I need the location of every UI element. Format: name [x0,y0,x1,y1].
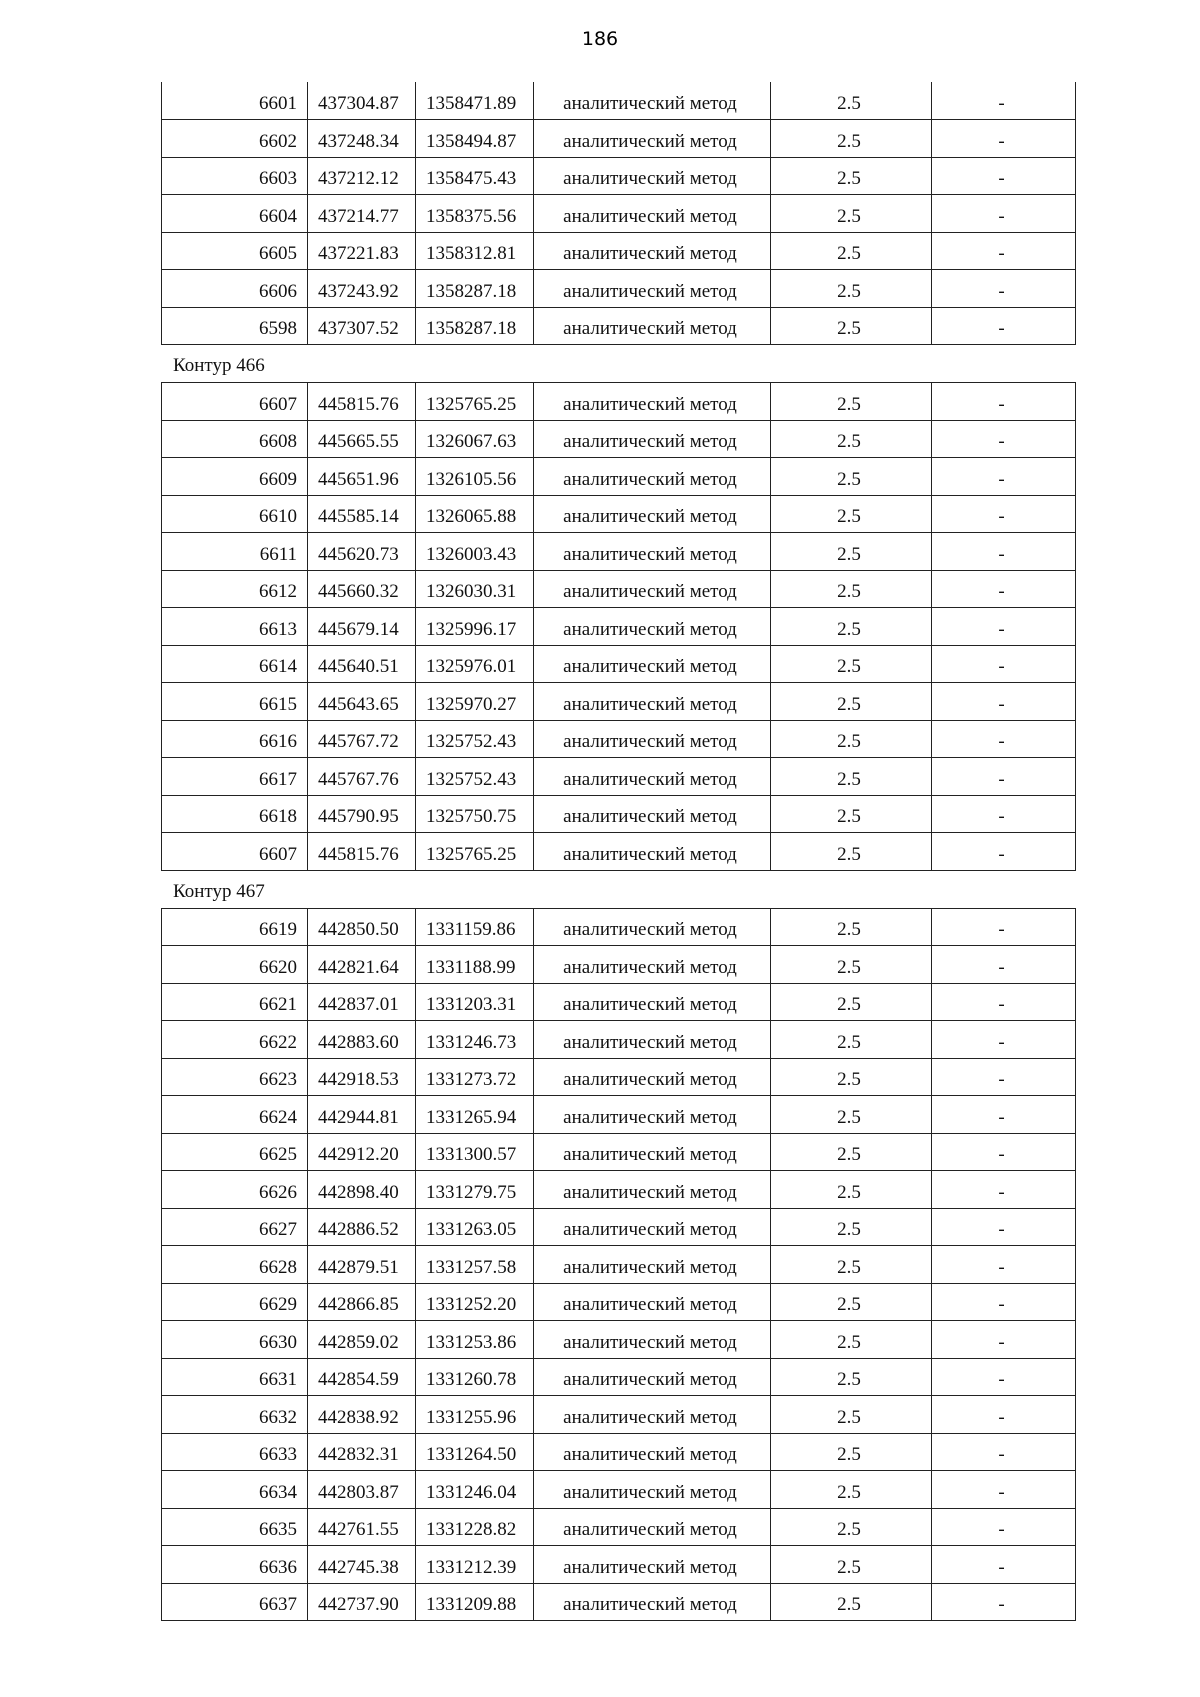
note-cell: - [932,1096,1076,1134]
accuracy-cell: 2.5 [771,758,932,796]
method-cell: аналитический метод [534,1246,771,1284]
x-coordinate-cell: 442866.85 [308,1283,416,1321]
y-coordinate-cell: 1331252.20 [416,1283,534,1321]
x-coordinate-cell: 437248.34 [308,120,416,158]
x-coordinate-cell: 445767.72 [308,720,416,758]
note-cell: - [932,645,1076,683]
method-cell: аналитический метод [534,383,771,421]
method-cell: аналитический метод [534,157,771,195]
table-row [162,82,1076,120]
point-number-cell: 6601 [162,82,308,120]
coordinates-table [161,908,1076,1622]
point-number-cell: 6633 [162,1433,308,1471]
x-coordinate-cell: 445651.96 [308,458,416,496]
method-cell: аналитический метод [534,82,771,120]
table-row [162,1133,1076,1171]
y-coordinate-cell: 1331209.88 [416,1583,534,1621]
note-cell: - [932,1283,1076,1321]
accuracy-cell: 2.5 [771,307,932,345]
y-coordinate-cell: 1331265.94 [416,1096,534,1134]
point-number-cell: 6637 [162,1583,308,1621]
y-coordinate-cell: 1325996.17 [416,608,534,646]
note-cell: - [932,270,1076,308]
note-cell: - [932,458,1076,496]
table-row [162,833,1076,871]
method-cell: аналитический метод [534,1021,771,1059]
note-cell: - [932,570,1076,608]
point-number-cell: 6616 [162,720,308,758]
accuracy-cell: 2.5 [771,908,932,946]
note-cell: - [932,946,1076,984]
y-coordinate-cell: 1358287.18 [416,307,534,345]
y-coordinate-cell: 1325750.75 [416,795,534,833]
coordinates-table [161,82,1076,345]
method-cell: аналитический метод [534,1058,771,1096]
point-number-cell: 6634 [162,1471,308,1509]
point-number-cell: 6607 [162,383,308,421]
accuracy-cell: 2.5 [771,383,932,421]
accuracy-cell: 2.5 [771,195,932,233]
x-coordinate-cell: 442832.31 [308,1433,416,1471]
x-coordinate-cell: 442745.38 [308,1546,416,1584]
accuracy-cell: 2.5 [771,683,932,721]
method-cell: аналитический метод [534,458,771,496]
y-coordinate-cell: 1331257.58 [416,1246,534,1284]
point-number-cell: 6602 [162,120,308,158]
note-cell: - [932,1433,1076,1471]
table-row [162,1546,1076,1584]
y-coordinate-cell: 1325765.25 [416,833,534,871]
accuracy-cell: 2.5 [771,1246,932,1284]
point-number-cell: 6620 [162,946,308,984]
table-row [162,1021,1076,1059]
note-cell: - [932,157,1076,195]
note-cell: - [932,833,1076,871]
y-coordinate-cell: 1331264.50 [416,1433,534,1471]
y-coordinate-cell: 1331246.04 [416,1471,534,1509]
method-cell: аналитический метод [534,570,771,608]
note-cell: - [932,232,1076,270]
point-number-cell: 6608 [162,420,308,458]
method-cell: аналитический метод [534,720,771,758]
accuracy-cell: 2.5 [771,983,932,1021]
method-cell: аналитический метод [534,1508,771,1546]
y-coordinate-cell: 1331212.39 [416,1546,534,1584]
point-number-cell: 6607 [162,833,308,871]
table-row [162,683,1076,721]
y-coordinate-cell: 1331300.57 [416,1133,534,1171]
accuracy-cell: 2.5 [771,1133,932,1171]
method-cell: аналитический метод [534,1546,771,1584]
x-coordinate-cell: 442886.52 [308,1208,416,1246]
page-number: 186 [581,28,619,50]
accuracy-cell: 2.5 [771,1546,932,1584]
table-row [162,1208,1076,1246]
y-coordinate-cell: 1331263.05 [416,1208,534,1246]
point-number-cell: 6605 [162,232,308,270]
coordinates-table [161,382,1076,871]
y-coordinate-cell: 1331228.82 [416,1508,534,1546]
point-number-cell: 6622 [162,1021,308,1059]
x-coordinate-cell: 445815.76 [308,833,416,871]
point-number-cell: 6613 [162,608,308,646]
y-coordinate-cell: 1325976.01 [416,645,534,683]
note-cell: - [932,795,1076,833]
point-number-cell: 6603 [162,157,308,195]
x-coordinate-cell: 442838.92 [308,1396,416,1434]
note-cell: - [932,1396,1076,1434]
y-coordinate-cell: 1325970.27 [416,683,534,721]
note-cell: - [932,758,1076,796]
point-number-cell: 6618 [162,795,308,833]
accuracy-cell: 2.5 [771,1096,932,1134]
point-number-cell: 6617 [162,758,308,796]
accuracy-cell: 2.5 [771,1508,932,1546]
method-cell: аналитический метод [534,270,771,308]
method-cell: аналитический метод [534,1471,771,1509]
method-cell: аналитический метод [534,1283,771,1321]
note-cell: - [932,1583,1076,1621]
table-row [162,645,1076,683]
x-coordinate-cell: 445665.55 [308,420,416,458]
method-cell: аналитический метод [534,195,771,233]
note-cell: - [932,420,1076,458]
accuracy-cell: 2.5 [771,1396,932,1434]
method-cell: аналитический метод [534,983,771,1021]
y-coordinate-cell: 1331188.99 [416,946,534,984]
note-cell: - [932,908,1076,946]
y-coordinate-cell: 1358494.87 [416,120,534,158]
method-cell: аналитический метод [534,608,771,646]
accuracy-cell: 2.5 [771,270,932,308]
note-cell: - [932,1508,1076,1546]
x-coordinate-cell: 442821.64 [308,946,416,984]
x-coordinate-cell: 445790.95 [308,795,416,833]
method-cell: аналитический метод [534,795,771,833]
x-coordinate-cell: 442854.59 [308,1358,416,1396]
note-cell: - [932,1358,1076,1396]
accuracy-cell: 2.5 [771,1058,932,1096]
x-coordinate-cell: 442803.87 [308,1471,416,1509]
accuracy-cell: 2.5 [771,1321,932,1359]
method-cell: аналитический метод [534,645,771,683]
table-row [162,270,1076,308]
table-row [162,420,1076,458]
x-coordinate-cell: 442850.50 [308,908,416,946]
x-coordinate-cell: 442837.01 [308,983,416,1021]
y-coordinate-cell: 1326030.31 [416,570,534,608]
x-coordinate-cell: 445815.76 [308,383,416,421]
y-coordinate-cell: 1331246.73 [416,1021,534,1059]
x-coordinate-cell: 442918.53 [308,1058,416,1096]
table-row [162,1433,1076,1471]
note-cell: - [932,983,1076,1021]
x-coordinate-cell: 442944.81 [308,1096,416,1134]
table-row [162,533,1076,571]
x-coordinate-cell: 437307.52 [308,307,416,345]
method-cell: аналитический метод [534,683,771,721]
x-coordinate-cell: 445643.65 [308,683,416,721]
table-row [162,157,1076,195]
accuracy-cell: 2.5 [771,458,932,496]
x-coordinate-cell: 437221.83 [308,232,416,270]
table-row [162,307,1076,345]
table-row [162,1583,1076,1621]
note-cell: - [932,533,1076,571]
y-coordinate-cell: 1358475.43 [416,157,534,195]
accuracy-cell: 2.5 [771,1208,932,1246]
x-coordinate-cell: 442859.02 [308,1321,416,1359]
y-coordinate-cell: 1325752.43 [416,720,534,758]
accuracy-cell: 2.5 [771,1433,932,1471]
method-cell: аналитический метод [534,120,771,158]
point-number-cell: 6630 [162,1321,308,1359]
point-number-cell: 6624 [162,1096,308,1134]
point-number-cell: 6623 [162,1058,308,1096]
method-cell: аналитический метод [534,1133,771,1171]
table-row [162,1058,1076,1096]
note-cell: - [932,120,1076,158]
note-cell: - [932,608,1076,646]
y-coordinate-cell: 1358471.89 [416,82,534,120]
x-coordinate-cell: 442912.20 [308,1133,416,1171]
point-number-cell: 6628 [162,1246,308,1284]
table-row [162,1171,1076,1209]
note-cell: - [932,195,1076,233]
note-cell: - [932,1171,1076,1209]
table-row [162,795,1076,833]
x-coordinate-cell: 445640.51 [308,645,416,683]
method-cell: аналитический метод [534,908,771,946]
table-row [162,758,1076,796]
note-cell: - [932,683,1076,721]
contour-label: Контур 467 [173,880,265,902]
method-cell: аналитический метод [534,420,771,458]
point-number-cell: 6609 [162,458,308,496]
method-cell: аналитический метод [534,758,771,796]
table-row [162,495,1076,533]
x-coordinate-cell: 445620.73 [308,533,416,571]
accuracy-cell: 2.5 [771,1471,932,1509]
y-coordinate-cell: 1326003.43 [416,533,534,571]
x-coordinate-cell: 442898.40 [308,1171,416,1209]
point-number-cell: 6612 [162,570,308,608]
table-row [162,1321,1076,1359]
note-cell: - [932,307,1076,345]
accuracy-cell: 2.5 [771,645,932,683]
table-row [162,232,1076,270]
y-coordinate-cell: 1331255.96 [416,1396,534,1434]
y-coordinate-cell: 1325752.43 [416,758,534,796]
point-number-cell: 6636 [162,1546,308,1584]
accuracy-cell: 2.5 [771,420,932,458]
accuracy-cell: 2.5 [771,570,932,608]
y-coordinate-cell: 1358287.18 [416,270,534,308]
y-coordinate-cell: 1331159.86 [416,908,534,946]
table-row [162,195,1076,233]
table-row [162,120,1076,158]
method-cell: аналитический метод [534,232,771,270]
point-number-cell: 6632 [162,1396,308,1434]
note-cell: - [932,1471,1076,1509]
method-cell: аналитический метод [534,1358,771,1396]
point-number-cell: 6615 [162,683,308,721]
accuracy-cell: 2.5 [771,720,932,758]
note-cell: - [932,495,1076,533]
note-cell: - [932,1133,1076,1171]
accuracy-cell: 2.5 [771,1358,932,1396]
note-cell: - [932,1058,1076,1096]
y-coordinate-cell: 1331203.31 [416,983,534,1021]
accuracy-cell: 2.5 [771,120,932,158]
point-number-cell: 6635 [162,1508,308,1546]
method-cell: аналитический метод [534,1208,771,1246]
point-number-cell: 6614 [162,645,308,683]
note-cell: - [932,1546,1076,1584]
point-number-cell: 6627 [162,1208,308,1246]
table-row [162,1246,1076,1284]
y-coordinate-cell: 1325765.25 [416,383,534,421]
point-number-cell: 6621 [162,983,308,1021]
accuracy-cell: 2.5 [771,495,932,533]
y-coordinate-cell: 1326065.88 [416,495,534,533]
note-cell: - [932,1208,1076,1246]
note-cell: - [932,1246,1076,1284]
y-coordinate-cell: 1331279.75 [416,1171,534,1209]
point-number-cell: 6611 [162,533,308,571]
table-row [162,570,1076,608]
accuracy-cell: 2.5 [771,82,932,120]
accuracy-cell: 2.5 [771,1021,932,1059]
x-coordinate-cell: 442883.60 [308,1021,416,1059]
point-number-cell: 6631 [162,1358,308,1396]
y-coordinate-cell: 1358375.56 [416,195,534,233]
x-coordinate-cell: 437212.12 [308,157,416,195]
point-number-cell: 6626 [162,1171,308,1209]
accuracy-cell: 2.5 [771,795,932,833]
coordinate-document [161,82,1075,1621]
accuracy-cell: 2.5 [771,232,932,270]
point-number-cell: 6598 [162,307,308,345]
table-row [162,1283,1076,1321]
point-number-cell: 6610 [162,495,308,533]
table-row [162,720,1076,758]
x-coordinate-cell: 442737.90 [308,1583,416,1621]
method-cell: аналитический метод [534,1321,771,1359]
accuracy-cell: 2.5 [771,533,932,571]
y-coordinate-cell: 1326105.56 [416,458,534,496]
y-coordinate-cell: 1358312.81 [416,232,534,270]
x-coordinate-cell: 445660.32 [308,570,416,608]
x-coordinate-cell: 442761.55 [308,1508,416,1546]
method-cell: аналитический метод [534,495,771,533]
table-row [162,458,1076,496]
note-cell: - [932,383,1076,421]
method-cell: аналитический метод [534,1171,771,1209]
contour-label: Контур 466 [173,355,265,376]
y-coordinate-cell: 1331260.78 [416,1358,534,1396]
table-row [162,908,1076,946]
x-coordinate-cell: 437304.87 [308,82,416,120]
method-cell: аналитический метод [534,833,771,871]
method-cell: аналитический метод [534,307,771,345]
method-cell: аналитический метод [534,1096,771,1134]
method-cell: аналитический метод [534,1433,771,1471]
y-coordinate-cell: 1326067.63 [416,420,534,458]
point-number-cell: 6606 [162,270,308,308]
point-number-cell: 6629 [162,1283,308,1321]
accuracy-cell: 2.5 [771,1583,932,1621]
method-cell: аналитический метод [534,1583,771,1621]
x-coordinate-cell: 445585.14 [308,495,416,533]
y-coordinate-cell: 1331253.86 [416,1321,534,1359]
table-row [162,1508,1076,1546]
note-cell: - [932,1321,1076,1359]
point-number-cell: 6604 [162,195,308,233]
table-row [162,1471,1076,1509]
x-coordinate-cell: 442879.51 [308,1246,416,1284]
x-coordinate-cell: 437243.92 [308,270,416,308]
point-number-cell: 6625 [162,1133,308,1171]
accuracy-cell: 2.5 [771,1171,932,1209]
table-row [162,1358,1076,1396]
table-row [162,608,1076,646]
note-cell: - [932,720,1076,758]
x-coordinate-cell: 437214.77 [308,195,416,233]
table-row [162,1396,1076,1434]
table-row [162,946,1076,984]
y-coordinate-cell: 1331273.72 [416,1058,534,1096]
note-cell: - [932,82,1076,120]
table-row [162,1096,1076,1134]
table-row [162,983,1076,1021]
accuracy-cell: 2.5 [771,1283,932,1321]
accuracy-cell: 2.5 [771,157,932,195]
method-cell: аналитический метод [534,946,771,984]
x-coordinate-cell: 445679.14 [308,608,416,646]
accuracy-cell: 2.5 [771,833,932,871]
accuracy-cell: 2.5 [771,608,932,646]
method-cell: аналитический метод [534,1396,771,1434]
note-cell: - [932,1021,1076,1059]
method-cell: аналитический метод [534,533,771,571]
accuracy-cell: 2.5 [771,946,932,984]
point-number-cell: 6619 [162,908,308,946]
table-row [162,383,1076,421]
x-coordinate-cell: 445767.76 [308,758,416,796]
